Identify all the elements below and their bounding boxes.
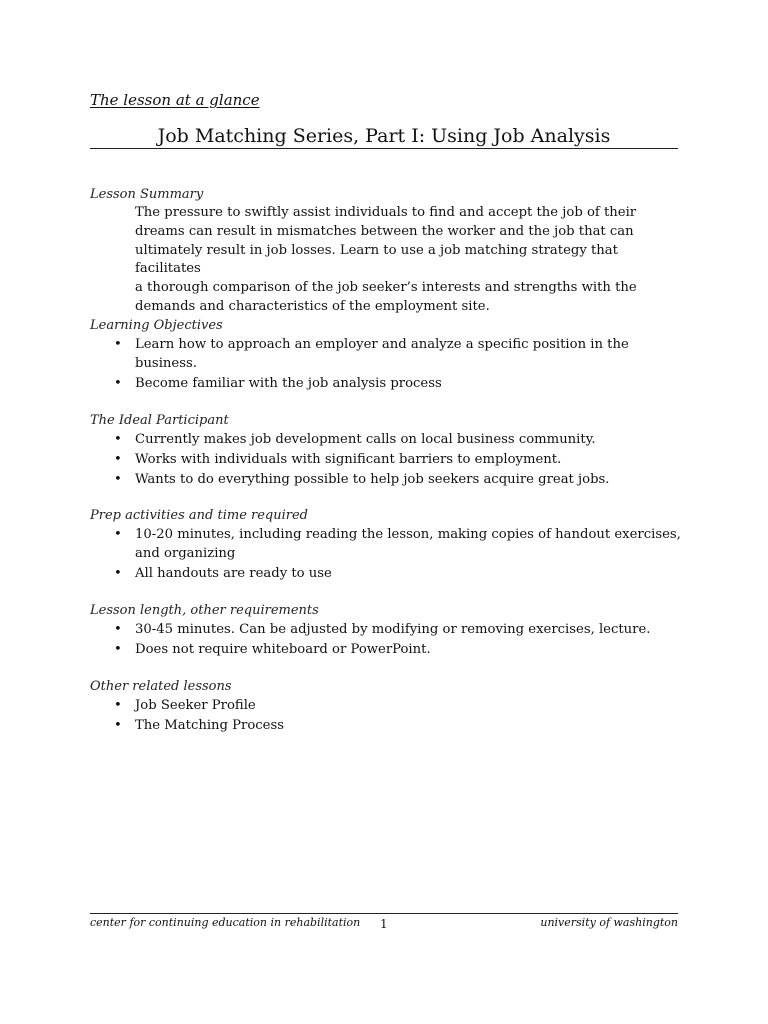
section-label: The Ideal Participant	[90, 413, 229, 428]
bullet-list	[90, 431, 690, 489]
list-item-text: Works with individuals with significant barriers to employment.	[135, 451, 562, 467]
summary-paragraph	[135, 204, 675, 317]
section-related-lessons	[90, 678, 690, 737]
list-item	[90, 565, 683, 584]
summary-line: The pressure to swiftly assist individuals to find and accept the job of their	[135, 205, 637, 220]
bullet-icon: •	[114, 471, 122, 487]
bullet-list	[90, 336, 690, 393]
list-item-text: Wants to do everything possible to help job seekers acquire great jobs.	[135, 471, 610, 487]
list-item	[90, 336, 683, 374]
section-lesson-summary	[90, 186, 690, 317]
list-item	[90, 697, 683, 716]
list-item	[90, 641, 683, 660]
bullet-list	[90, 621, 690, 660]
section-ideal-participant	[90, 412, 690, 490]
bullet-icon: •	[114, 432, 122, 447]
list-item-text: 30-45 minutes. Can be adjusted by modifying or removing exercises, lecture.	[135, 622, 651, 637]
bullet-icon: •	[114, 641, 122, 657]
section-label: Lesson length, other requirements	[90, 603, 319, 618]
bullet-list	[90, 697, 690, 736]
section-label: Other related lessons	[90, 679, 232, 694]
section-label: Prep activities and time required	[90, 508, 309, 523]
list-item	[90, 621, 683, 640]
list-item	[90, 471, 683, 490]
list-item-text: The Matching Process	[135, 717, 285, 733]
list-item	[90, 526, 683, 564]
footer-university: university of washington	[540, 916, 678, 929]
list-item	[90, 451, 683, 470]
list-item-text: Job Seeker Profile	[135, 698, 256, 713]
bullet-icon: •	[114, 451, 122, 467]
list-item-text: Become familiar with the job analysis process	[135, 375, 442, 391]
summary-line: dreams can result in mismatches between the worker and the job that can	[135, 223, 634, 239]
summary-line: demands and characteristics of the employment site.	[135, 298, 490, 314]
bullet-icon: •	[114, 375, 122, 391]
bullet-icon: •	[114, 527, 122, 542]
summary-line: a thorough comparison of the job seeker’s interests and strengths with the	[135, 280, 637, 296]
bullet-icon: •	[114, 565, 122, 581]
list-item-text: Currently makes job development calls on local business community.	[135, 432, 596, 447]
section-learning-objectives	[90, 317, 690, 394]
summary-line: ultimately result in job losses. Learn to use a job matching strategy that facilitates	[135, 242, 618, 277]
title-rule	[90, 125, 678, 149]
section-lesson-length	[90, 602, 690, 661]
bullet-icon: •	[114, 717, 122, 733]
list-item	[90, 431, 683, 450]
page-title: Job Matching Series, Part I: Using Job Analysis	[157, 125, 611, 147]
page-number: 1	[380, 917, 388, 931]
list-item-text: All handouts are ready to use	[135, 565, 332, 581]
section-prep-activities	[90, 507, 690, 584]
bullet-list	[90, 526, 690, 583]
list-item-text: Does not require whiteboard or PowerPoint.	[135, 641, 431, 657]
page-footer	[90, 913, 678, 934]
bullet-icon: •	[114, 337, 122, 352]
list-item	[90, 375, 683, 394]
bullet-icon: •	[114, 698, 122, 713]
section-label: Lesson Summary	[90, 187, 204, 202]
list-item	[90, 717, 683, 736]
list-item-text: 10-20 minutes, including reading the lesson, making copies of handout exercises, and organizing	[135, 527, 681, 561]
lesson-glance-heading: The lesson at a glance	[90, 91, 260, 109]
list-item-text: Learn how to approach an employer and analyze a specific position in the business.	[135, 337, 629, 371]
section-label: Learning Objectives	[90, 318, 223, 333]
bullet-icon: •	[114, 622, 122, 637]
footer-organization: center for continuing education in rehabilitation	[90, 916, 361, 929]
